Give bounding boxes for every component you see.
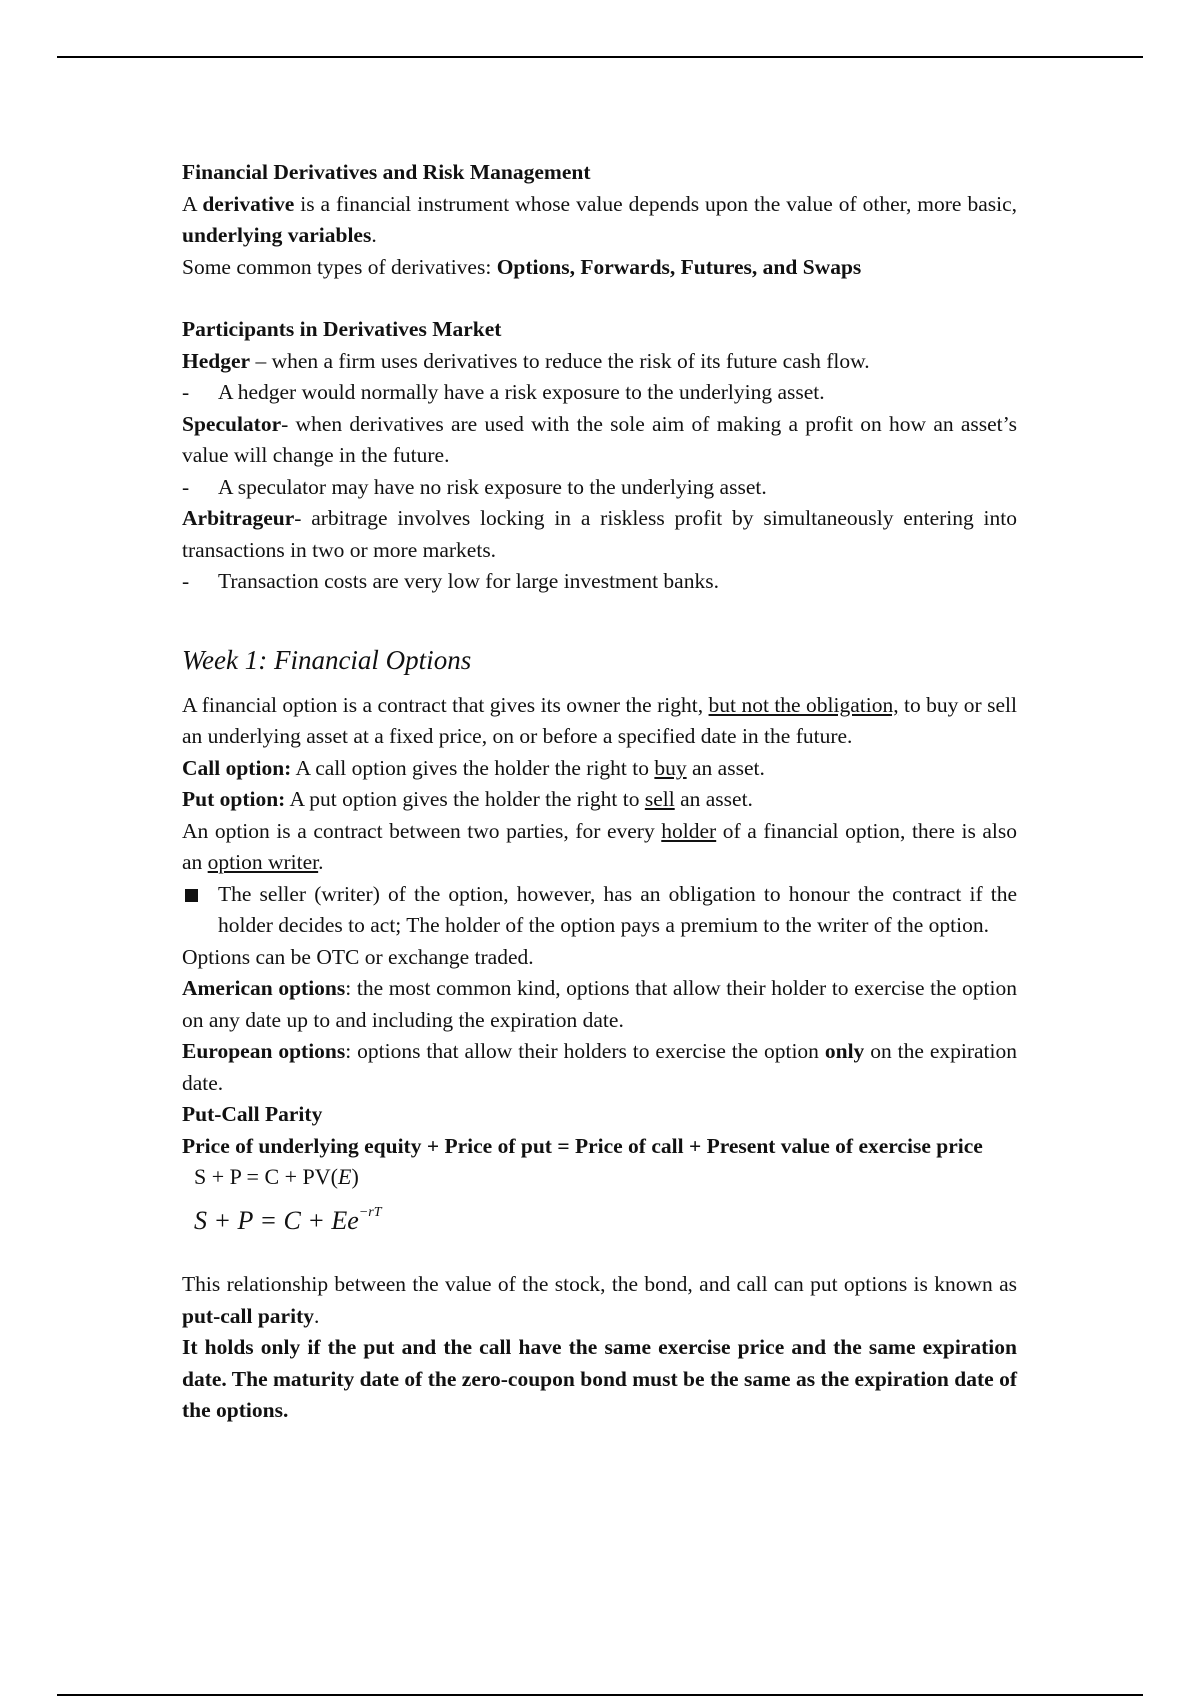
speculator-definition: Speculator- when derivatives are used with the sole aim of making a profit on how an asset’s value will change in the future.: [182, 411, 1017, 467]
arbitrageur-definition: Arbitrageur- arbitrage involves locking in a riskless profit by simultaneously entering into transactions in two or more markets.: [182, 506, 1017, 562]
parity-relation: This relationship between the value of the stock, the bond, and call can put options is known as put-call parity.: [182, 1272, 1017, 1328]
hedger-definition: Hedger – when a firm uses derivatives to reduce the risk of its future cash flow.: [182, 348, 870, 373]
put-call-parity-equation: Price of underlying equity + Price of put = Price of call + Present value of exercise price: [182, 1133, 983, 1158]
option-definition: A financial option is a contract that gives its owner the right, but not the obligation, to buy or sell an underlying asset at a fixed price, on or before a specified date in the future.: [182, 692, 1017, 748]
otc-note: Options can be OTC or exchange traded.: [182, 944, 534, 969]
footer-rule: [57, 1694, 1143, 1696]
section-title-derivatives: Financial Derivatives and Risk Management: [182, 160, 591, 184]
call-option: Call option: A call option gives the holder the right to buy an asset.: [182, 755, 765, 780]
formula-continuous: $S + P = C + Ee^{-rT}$: [194, 1205, 382, 1235]
document-body: [182, 157, 1017, 1427]
put-option: Put option: A put option gives the holder the right to sell an asset.: [182, 787, 753, 811]
parity-conditions: It holds only if the put and the call have the same exercise price and the same expiration date. The maturity date of the zero-coupon bond must be the same as the expiration date of the options.: [182, 1335, 1017, 1422]
speculator-note: - A speculator may have no risk exposure to the underlying asset.: [182, 474, 767, 499]
option-contract: An option is a contract between two parties, for every holder of a financial option, there is also an option writer.: [182, 818, 1018, 874]
american-options: American options: the most common kind, options that allow their holder to exercise the option on any date up to and including the expiration date.: [182, 976, 1017, 1032]
hedger-note: - A hedger would normally have a risk exposure to the underlying asset.: [182, 380, 825, 404]
formula-pv: S + P = C + PV(E): [194, 1164, 359, 1189]
derivative-definition: A derivative is a financial instrument whose value depends upon the value of other, more basic, underlying variables.: [182, 191, 1017, 247]
put-call-parity-title: Put-Call Parity: [182, 1102, 323, 1126]
header-rule: [57, 56, 1143, 58]
derivative-types: Some common types of derivatives: Options, Forwards, Futures, and Swaps: [182, 254, 862, 279]
section-title-participants: Participants in Derivatives Market: [182, 317, 502, 341]
european-options: European options: options that allow their holders to exercise the option only on the expiration date.: [182, 1039, 1018, 1095]
arbitrageur-note: - Transaction costs are very low for large investment banks.: [182, 569, 719, 593]
week1-heading: Week 1: Financial Options: [182, 644, 472, 675]
square-bullet-icon: [182, 879, 218, 942]
writer-obligation-bullet: The seller (writer) of the option, however, has an obligation to honour the contract if the holder decides to act; The holder of the option pays a premium to the writer of the option.: [182, 879, 1017, 942]
